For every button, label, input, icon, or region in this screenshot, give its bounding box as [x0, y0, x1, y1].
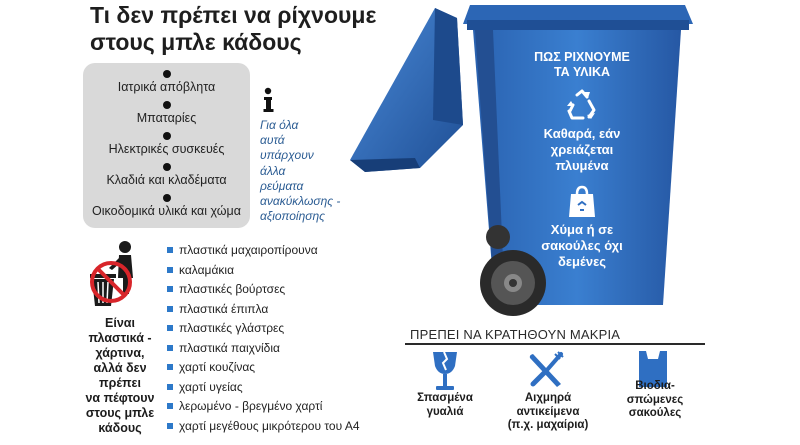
not-allowed-item: Μπαταρίες [136, 111, 197, 125]
list-item-label: χαρτί κουζίνας [179, 360, 256, 374]
list-item-label: καλαμάκια [179, 262, 235, 277]
bag-icon [567, 185, 597, 219]
not-allowed-panel [83, 63, 250, 228]
bin-tip-line: δεμένες [557, 254, 607, 269]
square-bullet [167, 384, 173, 390]
list-item-label: πλαστικά έπιπλα [179, 301, 269, 316]
keep-away-item [405, 392, 485, 419]
bin-tip-line: χρειάζεται [550, 142, 614, 157]
not-allowed-item: Ιατρικά απόβλητα [117, 80, 216, 94]
caption-line: να πέφτουν [85, 391, 155, 405]
knife-fork-icon [527, 350, 567, 390]
square-bullet [167, 306, 173, 312]
square-bullet [167, 325, 173, 331]
info-line: άλλα [260, 163, 286, 178]
list-item-label: πλαστικά μαχαιροπίρουνα [179, 243, 318, 257]
left-caption [80, 316, 160, 436]
info-line: ανακύκλωσης - [260, 194, 341, 209]
bullet-dot [163, 132, 171, 140]
bullet-dot [163, 101, 171, 109]
keep-away-item [615, 380, 695, 421]
info-line: αξιοποίησης [260, 209, 325, 224]
list-item-label: πλαστικά παιχνίδια [179, 340, 280, 355]
square-bullet [167, 247, 173, 253]
info-line: Για όλα [260, 118, 299, 132]
keep-away-title: ΠΡΕΠΕΙ ΝΑ ΚΡΑΤΗΘΟΥΝ ΜΑΚΡΙΑ [410, 327, 621, 342]
list-item-label: πλαστικές βούρτσες [179, 282, 286, 296]
info-line: υπάρχουν [260, 148, 314, 163]
square-bullet [167, 267, 173, 273]
keep-away-label-line: Βιοδια- [635, 380, 675, 392]
bullet-dot [163, 70, 171, 78]
bullet-dot [163, 194, 171, 202]
caption-line: πρέπει [99, 376, 141, 390]
caption-line: Είναι [105, 316, 135, 330]
info-line: αυτά [260, 133, 285, 148]
bin-heading [527, 50, 637, 79]
keep-away-label-line: σπώμενες [626, 393, 684, 406]
bin-tip-loose [520, 222, 644, 270]
caption-line: αλλά δεν [93, 361, 147, 375]
square-bullet [167, 423, 173, 429]
caption-line: κάδους [98, 421, 142, 435]
square-bullet [167, 345, 173, 351]
list-item-label: λερωμένο - βρεγμένο χαρτί [179, 399, 323, 413]
square-bullet [167, 403, 173, 409]
keep-away-label-line: Σπασμένα [417, 392, 473, 404]
caption-line: πλαστικά - [88, 331, 152, 345]
keep-away-label-line: (π.χ. μαχαίρια) [507, 419, 589, 431]
info-icon [260, 87, 276, 113]
broken-glass-icon [430, 350, 460, 392]
caption-line: στους μπλε [85, 406, 155, 420]
title-line: Τι δεν πρέπει να ρίχνουμε [90, 2, 377, 28]
list-item-label: χαρτί μεγέθους μικρότερου του Α4 [179, 418, 360, 433]
bin-heading-line: ΠΩΣ ΡΙΧΝΟΥΜΕ [534, 50, 630, 64]
caption-line: χάρτινα, [95, 346, 145, 360]
bin-tip-clean [520, 126, 644, 174]
bin-heading-line: ΤΑ ΥΛΙΚΑ [553, 64, 611, 79]
list-item-label: πλαστικές γλάστρες [179, 321, 285, 335]
keep-away-label-line: γυαλιά [426, 405, 464, 418]
blue-bin [345, 0, 695, 320]
square-bullet [167, 286, 173, 292]
bullet-dot [163, 163, 171, 171]
keep-away-label-line: αντικείμενα [516, 405, 580, 418]
recycle-icon [565, 89, 599, 121]
bin-tip-line: πλυμένα [555, 158, 609, 173]
keep-away-item [498, 392, 598, 433]
keep-away-label-line: σακούλες [628, 407, 682, 419]
bin-tip-line: Καθαρά, εάν [543, 126, 621, 141]
not-allowed-item: Κλαδιά και κλαδέματα [106, 173, 227, 187]
list-item-label: χαρτί υγείας [179, 379, 243, 394]
title-line: στους μπλε κάδους [90, 29, 302, 55]
not-allowed-item: Οικοδομικά υλικά και χώμα [92, 204, 241, 218]
keep-away-label-line: Αιχμηρά [524, 392, 572, 404]
no-littering-icon [85, 238, 145, 310]
divider [405, 343, 705, 345]
bin-tip-line: Χύμα ή σε [550, 222, 614, 237]
square-bullet [167, 364, 173, 370]
not-allowed-item: Ηλεκτρικές συσκευές [108, 142, 225, 156]
info-line: ρεύματα [260, 178, 304, 193]
bin-tip-line: σακούλες όχι [541, 238, 623, 253]
